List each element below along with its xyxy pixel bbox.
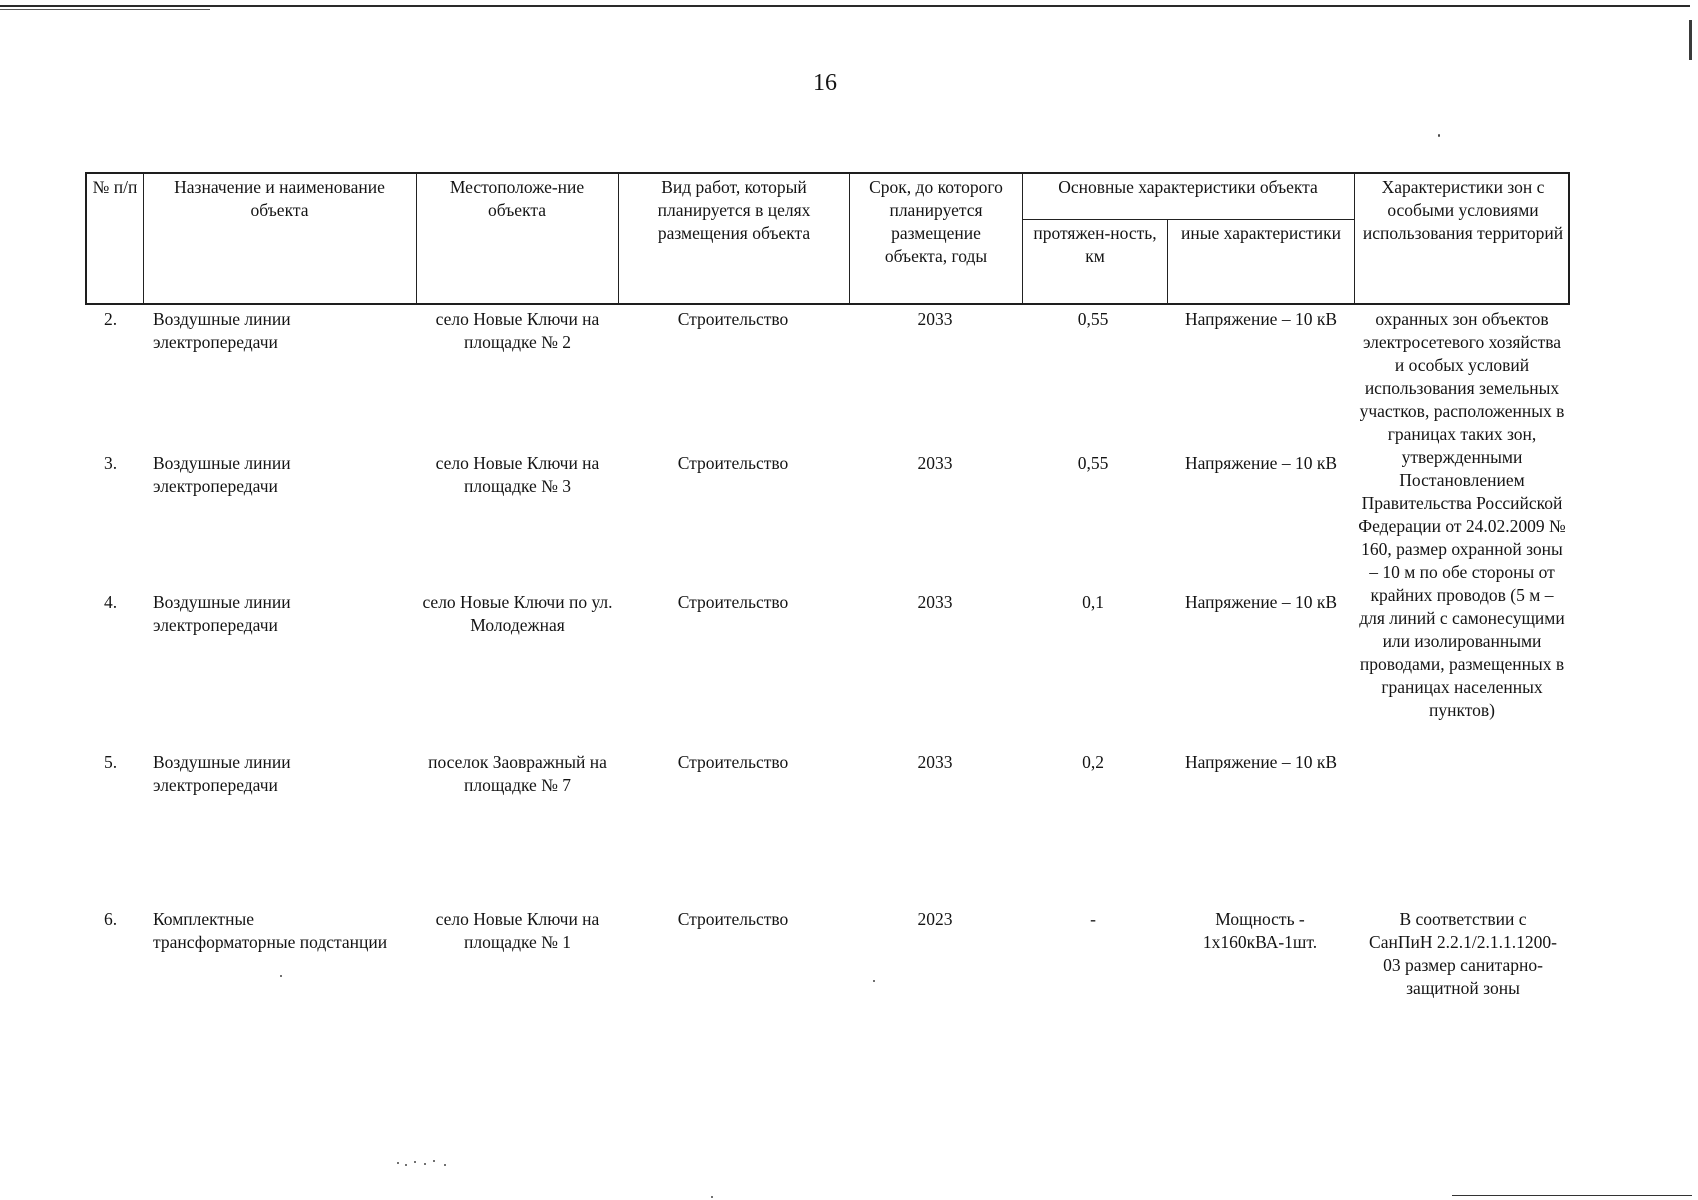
object-location: село Новые Ключи на площадке № 3 [435,453,600,496]
scan-speck [1438,134,1440,137]
object-name: Комплектные трансформаторные подстанции [153,909,388,952]
column-divider [618,174,619,303]
work-type: Строительство [677,592,789,612]
column-divider [1167,219,1168,305]
work-type: Строительство [677,453,789,473]
length-km: 0,1 [1082,592,1104,612]
row-divider [1022,219,1354,220]
scan-speck [397,1162,399,1164]
column-divider [143,174,144,303]
length-km: 0,55 [1077,453,1109,473]
column-divider [1022,174,1023,303]
page-number: 16 [813,70,837,96]
other-characteristics: Напряжение – 10 кВ [1184,592,1337,612]
other-characteristics: Напряжение – 10 кВ [1184,453,1337,473]
work-type: Строительство [677,909,789,929]
column-divider [849,174,850,303]
scan-speck [444,1164,446,1166]
object-name: Воздушные линии электропередачи [153,309,291,352]
header-work-type: Вид работ, который планируется в целях размещения объекта [657,177,811,243]
scan-speck [414,1161,416,1163]
scan-speck [711,1196,713,1198]
scan-speck [873,980,875,982]
header-location: Местоположе-ние объекта [449,177,585,220]
other-characteristics: Мощность - 1х160кВА-1шт. [1202,909,1318,952]
column-divider [1354,174,1355,303]
header-main-characteristics: Основные характеристики объекта [1058,177,1318,197]
work-type: Строительство [677,309,789,329]
header-number: № п/п [92,177,138,197]
row-number: 5. [104,752,118,772]
scan-speck [280,975,282,977]
object-name: Воздушные линии электропередачи [153,592,291,635]
row-number: 6. [104,909,118,929]
row-number: 2. [104,309,118,329]
object-name: Воздушные линии электропередачи [153,752,291,795]
scan-speck [405,1164,407,1166]
object-location: поселок Заовражный на площадке № 7 [428,752,607,795]
table-header [85,172,1570,305]
scan-edge-line [0,9,210,10]
term-year: 2033 [917,309,953,329]
object-location: село Новые Ключи на площадке № 1 [435,909,600,952]
header-other-characteristics: иные характеристики [1181,223,1341,243]
header-name: Назначение и наименование объекта [174,177,385,220]
term-year: 2033 [917,592,953,612]
other-characteristics: Напряжение – 10 кВ [1184,752,1337,772]
scan-edge-mark [1689,20,1692,60]
column-divider [416,174,417,303]
zone-characteristics-lines: охранных зон объектов электросетевого хозяйства и особых условий использования земельных участков, расположенных в границах таких зон, утвержденными Постановлением Правительства Российской Федерации от 24.02.2009 № 160, размер охранной зоны – 10 м по обе стороны от крайних проводов (5 м – для линий с самонесущими или изолированными проводами, размещенных в границах населенных пунктов) [1358,309,1566,720]
other-characteristics: Напряжение – 10 кВ [1184,309,1337,329]
scan-edge-line [1452,1195,1692,1196]
scan-speck [433,1160,435,1162]
header-length: протяжен-ность, км [1033,223,1157,266]
term-year: 2023 [917,909,953,929]
length-km: 0,55 [1077,309,1109,329]
term-year: 2033 [917,752,953,772]
object-location: село Новые Ключи по ул. Молодежная [422,592,613,635]
object-location: село Новые Ключи на площадке № 2 [435,309,600,352]
scan-edge-line [0,5,1690,7]
scan-speck [424,1163,426,1165]
length-km: - [1090,909,1096,929]
length-km: 0,2 [1082,752,1104,772]
work-type: Строительство [677,752,789,772]
term-year: 2033 [917,453,953,473]
header-zones: Характеристики зон с особыми условиями использования территорий [1362,177,1564,243]
object-name: Воздушные линии электропередачи [153,453,291,496]
zone-characteristics-substation: В соответствии с СанПиН 2.2.1/2.1.1.1200-03 размер санитарно-защитной зоны [1369,909,1557,998]
header-term: Срок, до которого планируется размещение объекта, годы [869,177,1003,266]
row-number: 4. [104,592,118,612]
row-number: 3. [104,453,118,473]
